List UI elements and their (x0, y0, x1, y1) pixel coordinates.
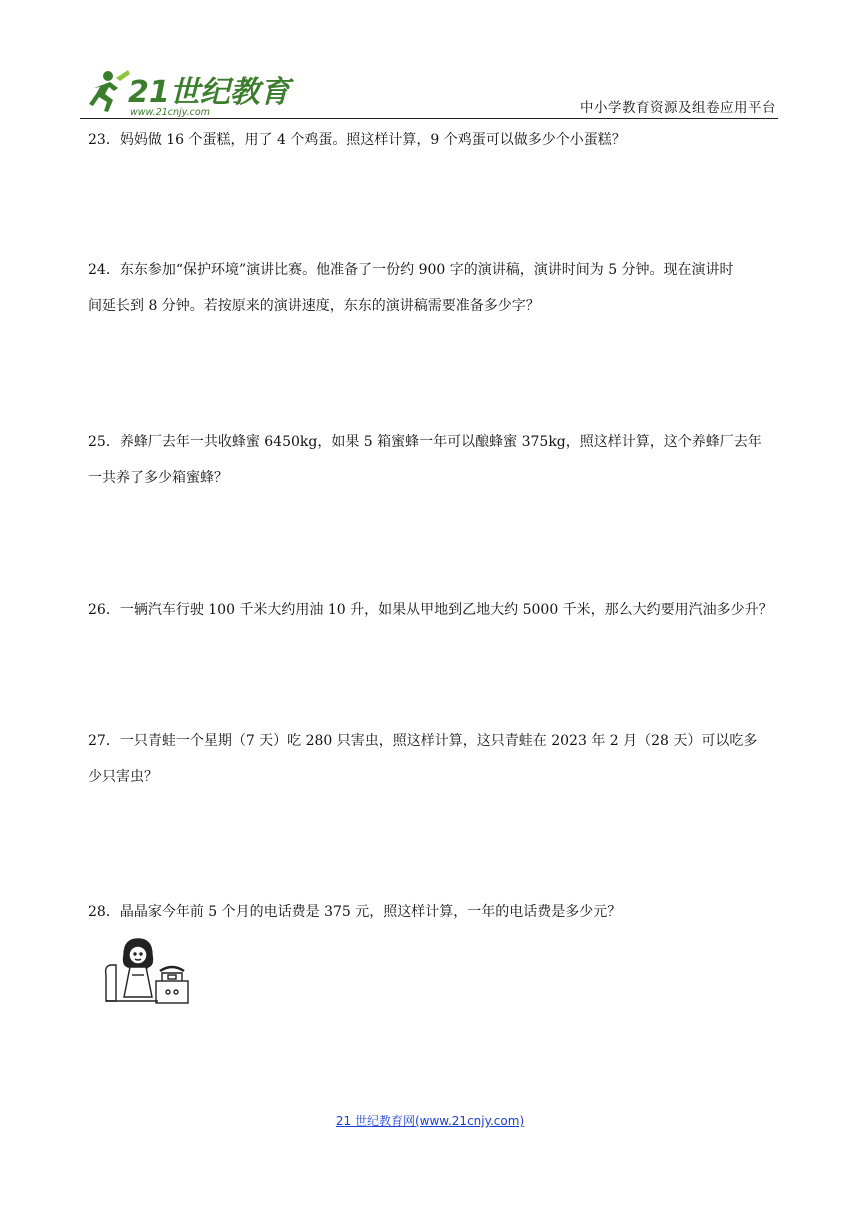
question-line-continued: 间延长到 8 分钟。若按原来的演讲速度，东东的演讲稿需要准备多少字？ (88, 298, 540, 314)
question-23 (88, 122, 778, 158)
question-line-continued: 少只害虫？ (88, 769, 158, 785)
footer-site-link[interactable]: 21 世纪教育网(www.21cnjy.com) (335, 1114, 525, 1128)
platform-title: 中小学教育资源及组卷应用平台 (580, 100, 776, 116)
page-header (80, 66, 778, 119)
question-line: 23．妈妈做 16 个蛋糕，用了 4 个鸡蛋。照这样计算，9 个鸡蛋可以做多少个小蛋糕？ (88, 132, 626, 148)
girl-on-phone-icon (102, 935, 192, 1010)
question-26 (88, 592, 778, 628)
question-line: 27．一只青蛙一个星期（7 天）吃 280 只害虫，照这样计算，这只青蛙在 2023 年 2 月（28 天）可以吃多 (88, 733, 758, 749)
page-footer (0, 1112, 860, 1129)
girl-phone-illustration (102, 935, 192, 1010)
question-line: 24．东东参加“保护环境”演讲比赛。他准备了一份约 900 字的演讲稿，演讲时间为 5 分钟。现在演讲时 (88, 262, 734, 278)
question-27 (88, 723, 778, 795)
question-24 (88, 252, 778, 324)
question-line: 28．晶晶家今年前 5 个月的电话费是 375 元，照这样计算，一年的电话费是多少元？ (88, 904, 622, 920)
runner-logo-icon (80, 66, 290, 118)
svg-text:www.21cnjy.com: www.21cnjy.com (130, 107, 210, 118)
svg-text:21世纪教育: 21世纪教育 (128, 75, 290, 110)
question-25 (88, 424, 778, 496)
question-line: 25．养蜂厂去年一共收蜂蜜 6450kg，如果 5 箱蜜蜂一年可以酿蜂蜜 375kg，照这样计算，这个养蜂厂去年 (88, 434, 762, 450)
logo (80, 66, 290, 118)
question-line: 26．一辆汽车行驶 100 千米大约用油 10 升，如果从甲地到乙地大约 5000 千米，那么大约要用汽油多少升？ (88, 602, 773, 618)
question-28 (88, 894, 778, 930)
question-line-continued: 一共养了多少箱蜜蜂？ (88, 470, 228, 486)
